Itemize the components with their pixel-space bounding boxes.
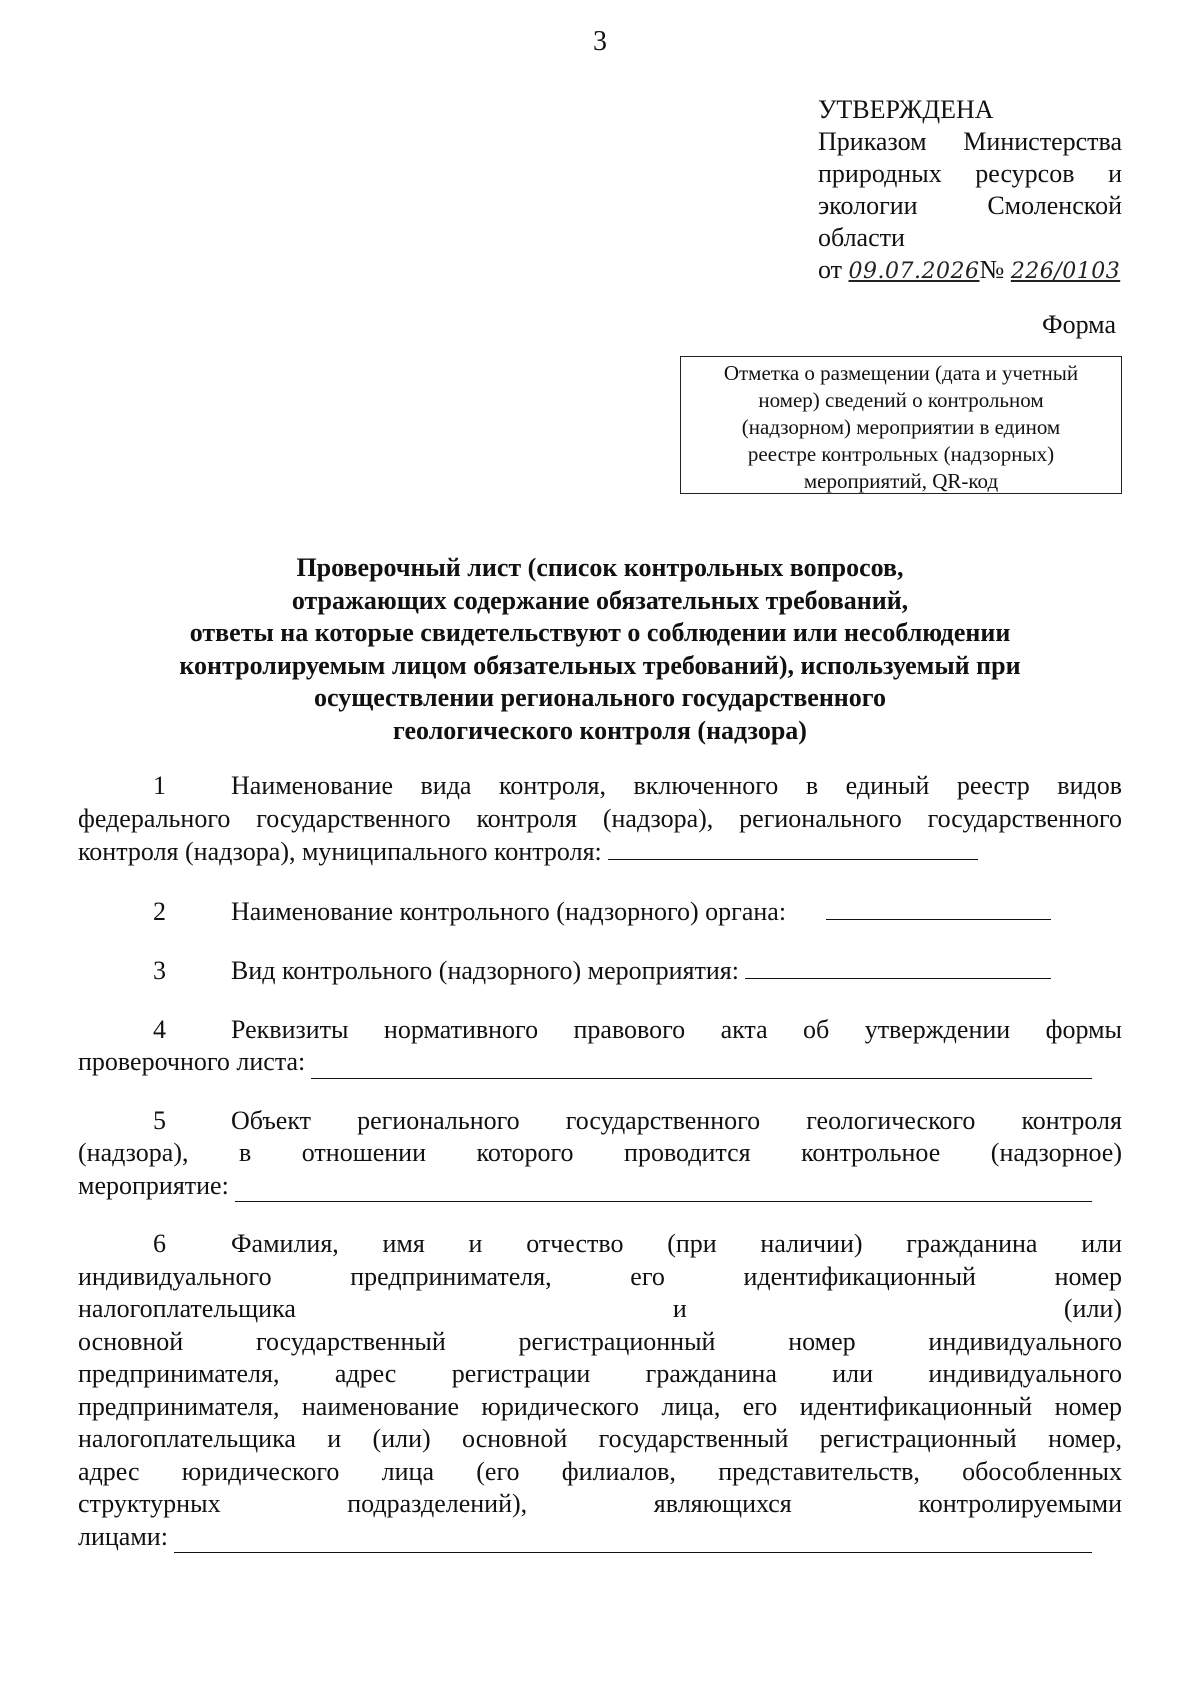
page-number: 3 bbox=[593, 26, 607, 57]
handwritten-date: 09.07.2026 bbox=[848, 259, 980, 284]
fill-in-blank[interactable] bbox=[826, 895, 1051, 920]
item-row bbox=[78, 770, 1122, 803]
item-row: предпринимателя, наименование юридического лица, его идентификационный номер bbox=[78, 1391, 1122, 1421]
item-4 bbox=[78, 1014, 1122, 1079]
item-row bbox=[78, 1521, 1092, 1554]
item-row: индивидуального предпринимателя, его идентификационный номер bbox=[78, 1261, 1122, 1291]
item-3 bbox=[78, 954, 1122, 988]
item-row bbox=[78, 1228, 1122, 1261]
item-number: 5 bbox=[153, 1105, 166, 1135]
item-row bbox=[78, 1170, 1092, 1203]
fill-in-blank[interactable] bbox=[174, 1528, 1092, 1553]
fill-in-blank[interactable] bbox=[745, 954, 1051, 979]
item-row bbox=[78, 895, 1122, 929]
item-number: 3 bbox=[153, 956, 166, 985]
form-label: Форма bbox=[1042, 310, 1116, 339]
item-number: 1 bbox=[153, 771, 166, 800]
item-2 bbox=[78, 895, 1122, 929]
title-line: контролируемым лицом обязательных требований), используемый при bbox=[179, 650, 1021, 680]
title-line: осуществлении регионального государственного bbox=[314, 683, 886, 712]
item-text: Наименование контрольного (надзорного) органа: bbox=[231, 896, 787, 926]
item-text: Фамилия, имя и отчество (при наличии) гражданина или bbox=[231, 1229, 1122, 1258]
item-5 bbox=[78, 1105, 1122, 1203]
approval-stamp bbox=[818, 94, 1122, 288]
approval-date-line bbox=[818, 254, 1122, 288]
item-text: Вид контрольного (надзорного) мероприятия: bbox=[231, 956, 739, 985]
item-row bbox=[78, 954, 1122, 988]
qr-box-line-4: реестре контрольных (надзорных) bbox=[747, 442, 1055, 466]
item-row bbox=[78, 1046, 1092, 1079]
title-line: отражающих содержание обязательных требований, bbox=[291, 585, 909, 615]
item-text: Объект регионального государственного геологического контроля bbox=[231, 1105, 1122, 1135]
item-row bbox=[78, 1105, 1122, 1138]
approval-line-1: Приказом Министерства bbox=[818, 127, 1122, 156]
fill-in-blank[interactable] bbox=[235, 1177, 1092, 1202]
checklist-items bbox=[78, 770, 1122, 1579]
item-text: Реквизиты нормативного правового акта об утверждении формы bbox=[231, 1014, 1122, 1044]
item-text: мероприятие: bbox=[78, 1170, 229, 1200]
item-row bbox=[78, 1014, 1122, 1047]
number-prefix: № bbox=[979, 255, 1005, 284]
title-line: ответы на которые свидетельствуют о соблюдении или несоблюдении bbox=[189, 618, 1011, 647]
item-text: контроля (надзора), муниципального контроля: bbox=[78, 837, 602, 866]
handwritten-number: 226/0103 bbox=[1010, 259, 1121, 284]
document-title bbox=[80, 552, 1120, 747]
approval-line-4: области bbox=[818, 223, 905, 252]
item-1 bbox=[78, 770, 1122, 869]
qr-box-line-3: (надзорном) мероприятии в едином bbox=[741, 415, 1061, 439]
qr-box-line-1: Отметка о размещении (дата и учетный bbox=[723, 361, 1079, 385]
item-row: (надзора), в отношении которого проводится контрольное (надзорное) bbox=[78, 1138, 1122, 1167]
qr-code-box bbox=[680, 356, 1122, 494]
item-text: лицами: bbox=[78, 1521, 168, 1551]
item-text: проверочного листа: bbox=[78, 1047, 306, 1076]
item-text: Наименование вида контроля, включенного в единый реестр видов bbox=[231, 771, 1122, 800]
approval-line-3: экологии Смоленской bbox=[818, 191, 1122, 220]
qr-box-line-5: мероприятий, QR-код bbox=[803, 469, 999, 493]
approval-line-2: природных ресурсов и bbox=[818, 159, 1122, 188]
item-row: адрес юридического лица (его филиалов, представительств, обособленных bbox=[78, 1456, 1122, 1486]
item-row: налогоплательщика и (или) основной государственный регистрационный номер, bbox=[78, 1424, 1122, 1453]
item-6 bbox=[78, 1228, 1122, 1553]
item-number: 6 bbox=[153, 1229, 166, 1258]
item-row: федерального государственного контроля (надзора), регионального государственного bbox=[78, 803, 1122, 833]
item-row: предпринимателя, адрес регистрации гражданина или индивидуального bbox=[78, 1359, 1122, 1388]
fill-in-blank[interactable] bbox=[311, 1054, 1092, 1079]
fill-in-blank[interactable] bbox=[608, 835, 978, 860]
item-row: структурных подразделений), являющихся контролируемыми bbox=[78, 1489, 1122, 1518]
item-row: налогоплательщика и (или) bbox=[78, 1294, 1122, 1323]
item-number: 2 bbox=[153, 896, 166, 926]
title-line: Проверочный лист (список контрольных вопросов, bbox=[296, 553, 904, 582]
item-row: основной государственный регистрационный номер индивидуального bbox=[78, 1326, 1122, 1356]
date-prefix: от bbox=[818, 255, 843, 284]
item-row bbox=[78, 835, 1122, 869]
title-line: геологического контроля (надзора) bbox=[393, 715, 807, 745]
approval-heading: УТВЕРЖДЕНА bbox=[818, 95, 994, 124]
item-number: 4 bbox=[153, 1014, 166, 1044]
qr-box-line-2: номер) сведений о контрольном bbox=[758, 388, 1044, 412]
